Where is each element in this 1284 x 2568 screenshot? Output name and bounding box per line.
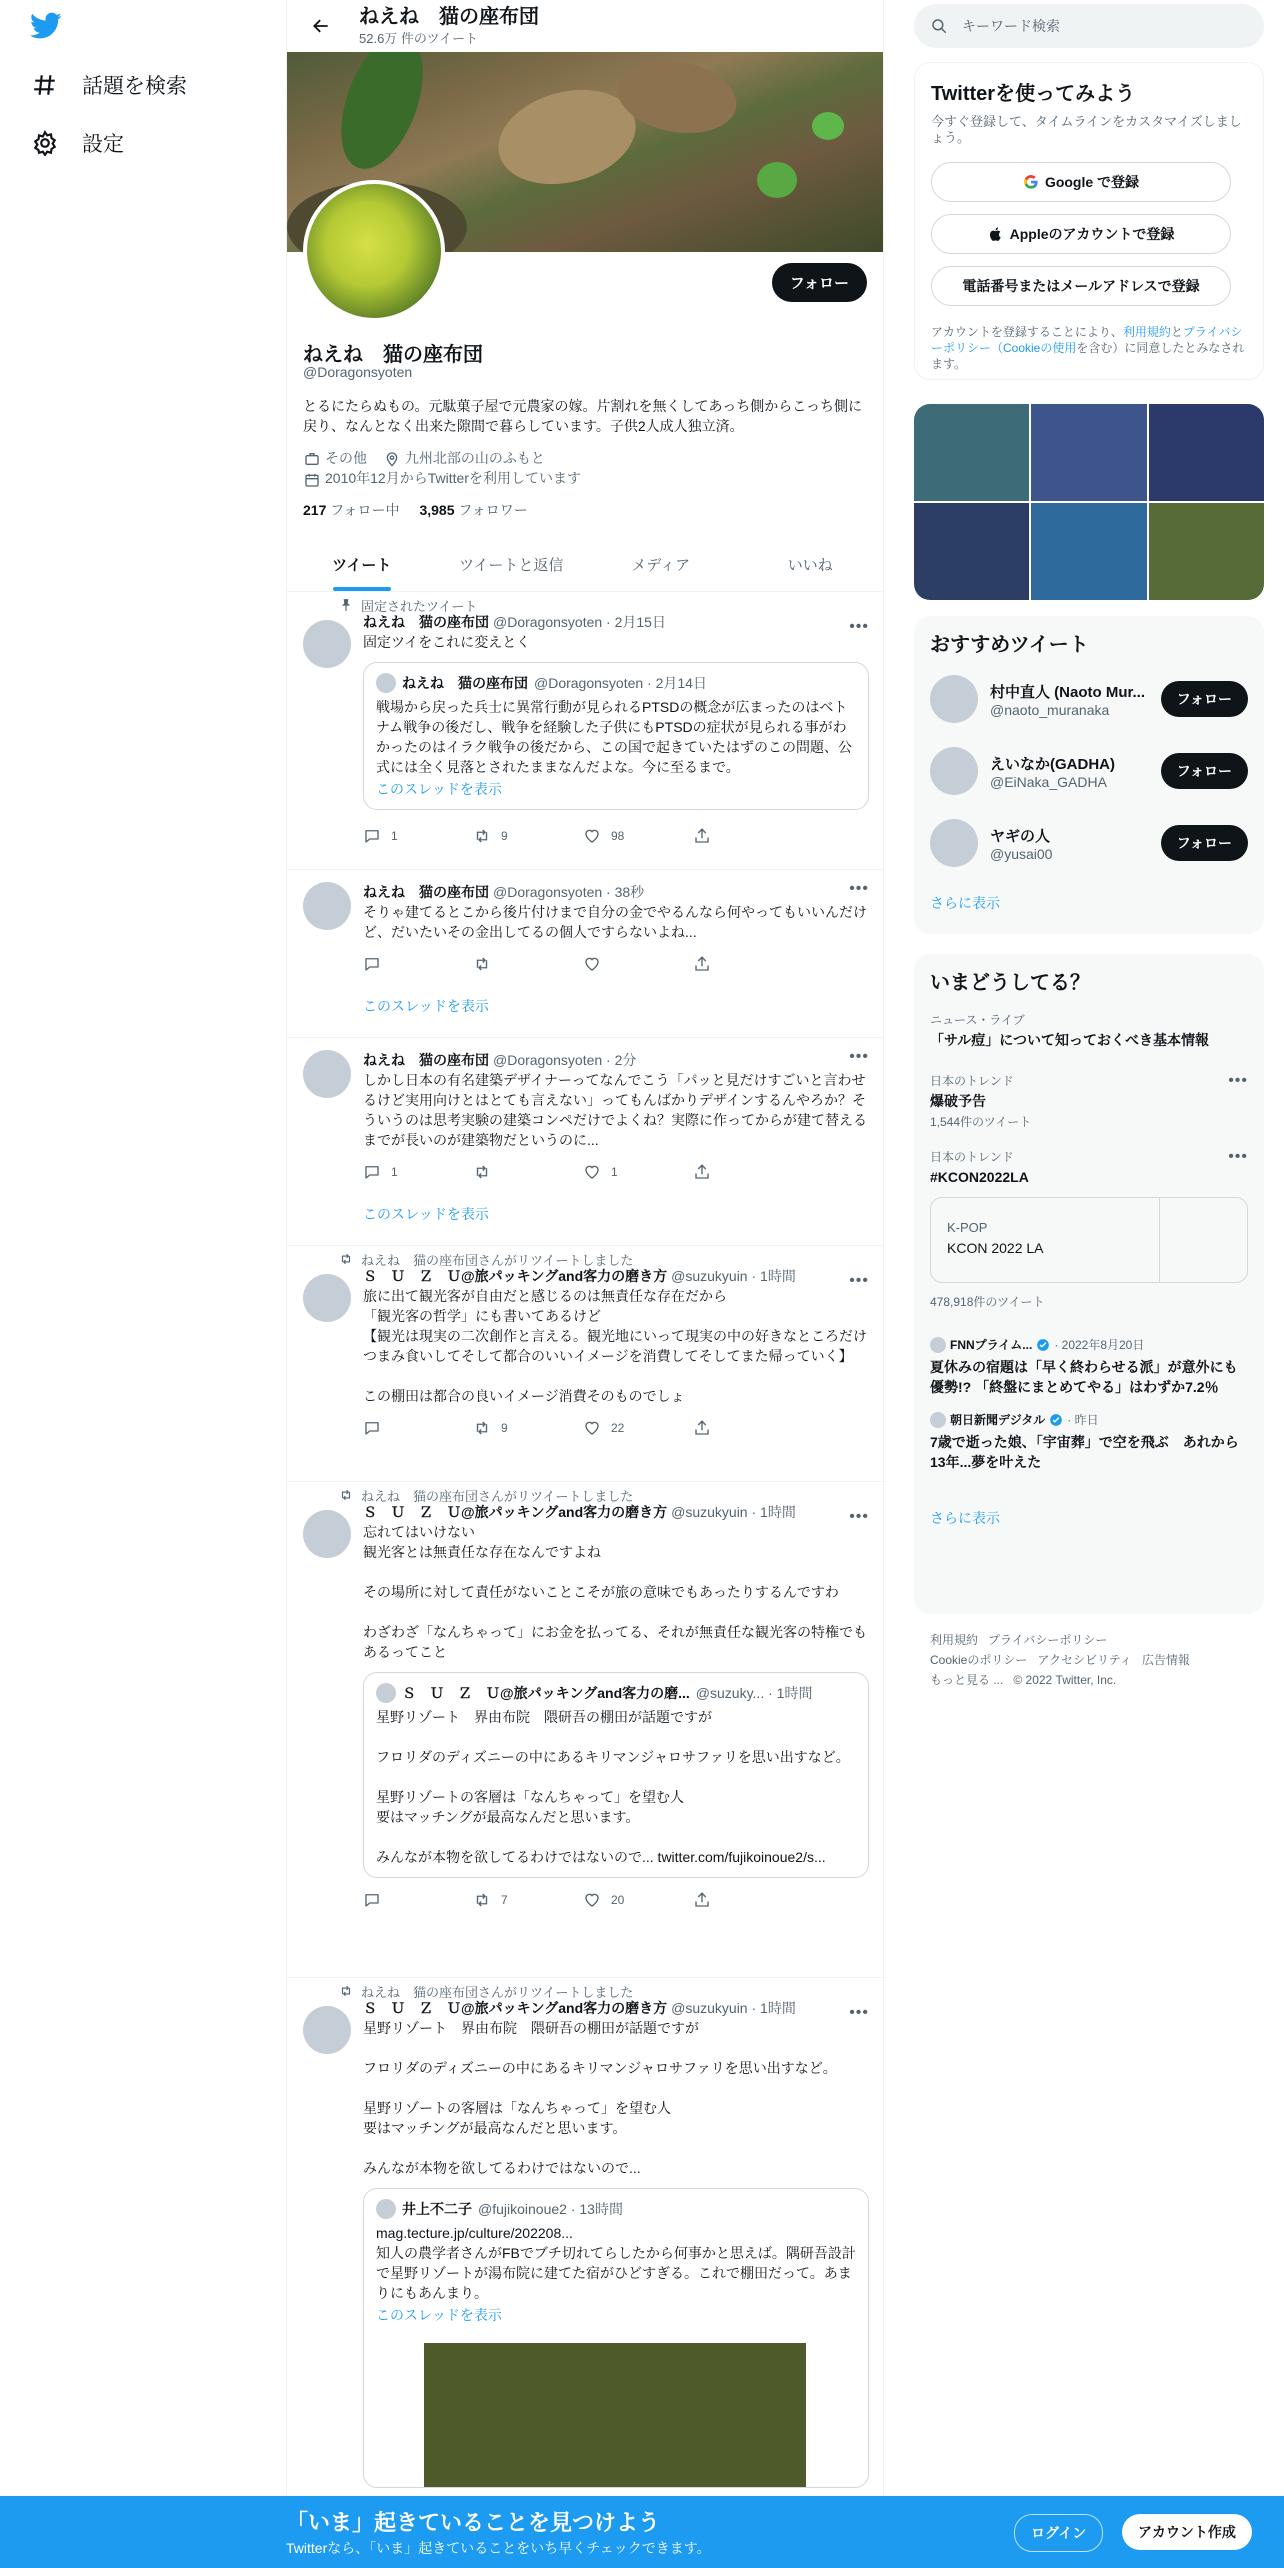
- trend-category: 日本のトレンド: [930, 1150, 1014, 1164]
- back-arrow-icon[interactable]: [301, 6, 341, 46]
- retweet-count: 9: [501, 829, 508, 843]
- reply-icon: [363, 955, 381, 973]
- avatar[interactable]: [303, 620, 351, 668]
- avatar[interactable]: [303, 1050, 351, 1098]
- trend-category: ニュース・ライブ: [930, 1013, 1025, 1027]
- footer-link[interactable]: 広告情報: [1141, 1653, 1190, 1667]
- quote-author-handle: @Doragonsyoten · 2月14日: [534, 675, 707, 691]
- bottom-bar-title: 「いま」起きていることを見つけよう: [286, 2510, 661, 2535]
- nav-settings[interactable]: [32, 128, 124, 158]
- news-source: 朝日新聞デジタル: [950, 1413, 1046, 1427]
- tweet[interactable]: [287, 1482, 884, 1978]
- news-title: 7歳で逝った娘、「宇宙葬」で空を飛ぶ あれから13年...夢を叶えた: [930, 1434, 1239, 1470]
- share-icon: [693, 827, 711, 845]
- reply-icon: [363, 1419, 381, 1437]
- google-icon: [1023, 174, 1039, 190]
- tweet-actions: [363, 818, 803, 854]
- retweet-icon: [339, 1488, 353, 1502]
- profile-handle: @Doragonsyoten: [303, 364, 413, 380]
- news-title: 夏休みの宿題は「早く終わらせる派」が意外にも優勢!? 「終盤にまとめてやる」はわずか7.2％: [930, 1359, 1238, 1395]
- privacy-link[interactable]: プライバシーポリシー（Cookieの使用: [931, 325, 1243, 355]
- followers-count: 3,985: [419, 502, 455, 518]
- reply-icon: [363, 1891, 381, 1909]
- tweet-author-handle[interactable]: @Doragonsyoten · 2月15日: [493, 614, 666, 630]
- bottom-signup-bar: [0, 2496, 1284, 2568]
- signup-desc: 今すぐ登録して、タイムラインをカスタマイズしましょう。: [931, 114, 1242, 145]
- tweet-text: そりゃ建てるとこから後片付けまで自分の金でやるんなら何やってもいいんだけど、だいたいその金出してるの個人ですらないよね...: [363, 904, 867, 940]
- tweet-text: 忘れてはいけない 観光客とは無責任な存在なんですよね その場所に対して責任がないことこそが旅の意味でもあったりするんですわ わざわざ「なんちゃって」にお金を払ってる、それが無責任な観光客の特権でもあるってこと: [363, 1524, 867, 1660]
- trend-category: 日本のトレンド: [930, 1074, 1014, 1088]
- retweet-icon: [473, 1163, 491, 1181]
- avatar[interactable]: [303, 1510, 351, 1558]
- retweet-icon: [339, 1252, 353, 1266]
- tweet-text: 星野リゾート 界由布院 隈研吾の棚田が話題ですが フロリダのディズニーの中にあるキリマンジャロサファリを思い出すなど。 星野リゾートの客層は「なんちゃって」を望む人 要はマッチングが最高なんだと思います。 みんなが本物を欲してるわけではないので...: [363, 2020, 837, 2176]
- show-thread-link[interactable]: このスレッドを表示: [363, 998, 489, 1014]
- share-icon: [693, 1891, 711, 1909]
- profile-category: その他: [325, 450, 367, 466]
- bottom-bar-subtitle: Twitterなら、「いま」起きていることをいち早くチェックできます。: [286, 2540, 711, 2556]
- show-thread-link[interactable]: このスレッドを表示: [376, 781, 502, 797]
- avatar[interactable]: [930, 747, 978, 795]
- footer: [930, 1630, 1260, 1690]
- gear-icon: [32, 130, 58, 156]
- kcon-image: [1159, 1198, 1247, 1282]
- location-pin-icon: [383, 450, 401, 468]
- retweet-count: 7: [501, 1893, 508, 1907]
- show-more-link[interactable]: さらに表示: [930, 1510, 1000, 1526]
- nav-explore[interactable]: [32, 70, 187, 100]
- share-button[interactable]: [693, 1891, 803, 1909]
- tweet-author-handle[interactable]: @suzukyuin · 1時間: [671, 1504, 796, 1520]
- tweet-context-text: 固定されたツイート: [361, 598, 478, 614]
- profile-tabs: [287, 538, 884, 592]
- header-tweet-count: 52.6万 件のツイート: [359, 30, 479, 46]
- news-time: · 昨日: [1067, 1413, 1099, 1427]
- avatar: [376, 673, 396, 693]
- retweet-button[interactable]: [473, 827, 583, 845]
- share-icon: [693, 1163, 711, 1181]
- terms-link[interactable]: 利用規約: [1122, 325, 1171, 339]
- follow-button[interactable]: フォロー: [1161, 825, 1248, 861]
- trend-count: 1,544件のツイート: [930, 1115, 1032, 1129]
- kcon-category: K-POP: [947, 1220, 988, 1235]
- like-button[interactable]: [583, 1419, 693, 1437]
- quote-author-name: Ｓ Ｕ Ｚ Ｕ@旅パッキングand客力の磨...: [402, 1685, 690, 1701]
- followers-link[interactable]: [419, 502, 527, 518]
- tweet-actions: [363, 1154, 803, 1190]
- tweet-author-handle[interactable]: @Doragonsyoten · 2分: [493, 1052, 637, 1068]
- share-icon: [693, 1419, 711, 1437]
- followers-label: フォロワー: [458, 502, 528, 518]
- recommend-card: [914, 616, 1264, 934]
- reply-count: 1: [391, 829, 398, 843]
- tweet-author-name[interactable]: Ｓ Ｕ Ｚ Ｕ@旅パッキングand客力の磨き方: [363, 1504, 668, 1520]
- tab-likes[interactable]: いいね: [787, 557, 833, 574]
- trend-title: #KCON2022LA: [930, 1169, 1029, 1185]
- recommend-user-name[interactable]: えいなか(GADHA): [990, 755, 1115, 773]
- phone-email-signup-button[interactable]: 電話番号またはメールアドレスで登録: [931, 266, 1231, 306]
- tweet-actions: [363, 1410, 803, 1446]
- avatar[interactable]: [303, 2006, 351, 2054]
- follow-button[interactable]: フォロー: [1161, 681, 1248, 717]
- quote-author-handle: @fujikoinoue2 · 13時間: [478, 2201, 623, 2217]
- profile-follow-stats: [303, 500, 528, 520]
- avatar[interactable]: [930, 675, 978, 723]
- tweet-author-name[interactable]: ねえね 猫の座布団: [363, 1052, 489, 1068]
- tweet[interactable]: [287, 1246, 884, 1482]
- retweet-button[interactable]: [473, 955, 583, 973]
- heart-icon: [583, 827, 601, 845]
- terms-text-post: を含む）に同意したとみなされます。: [931, 341, 1245, 371]
- avatar[interactable]: [303, 882, 351, 930]
- more-icon[interactable]: •••: [849, 1048, 869, 1065]
- trend-count: 478,918件のツイート: [930, 1295, 1045, 1309]
- reply-button[interactable]: [363, 955, 473, 973]
- apple-icon: [988, 226, 1004, 242]
- footer-link[interactable]: アクセシビリティ: [1037, 1653, 1132, 1667]
- show-more-link[interactable]: さらに表示: [930, 895, 1000, 911]
- signup-button[interactable]: アカウント作成: [1122, 2514, 1252, 2550]
- quote-tweet[interactable]: [363, 1672, 869, 1878]
- like-button[interactable]: [583, 1163, 693, 1181]
- tweet-context-text: ねえね 猫の座布団さんがリツイートしました: [361, 1252, 634, 1268]
- search-icon: [930, 17, 948, 35]
- profile-location: 九州北部の山のふもと: [404, 450, 545, 466]
- reply-button[interactable]: [363, 1163, 473, 1181]
- retweet-button[interactable]: [473, 1891, 583, 1909]
- left-nav: [0, 0, 286, 2568]
- share-button[interactable]: [693, 827, 803, 845]
- tweet-context: [361, 592, 869, 612]
- tweet-author-name[interactable]: Ｓ Ｕ Ｚ Ｕ@旅パッキングand客力の磨き方: [363, 2000, 668, 2016]
- pin-icon: [339, 598, 353, 612]
- search-input[interactable]: キーワード検索: [962, 18, 1060, 34]
- avatar: [376, 1683, 396, 1703]
- tab-tweets-and-replies[interactable]: ツイートと返信: [459, 557, 564, 574]
- recommend-title: おすすめツイート: [930, 634, 1089, 656]
- tweet-text: 旅に出て観光客が自由だと感じるのは無責任な存在だから 「観光客の哲学」にも書いてあるけど 【観光は現実の二次創作と言える。観光地にいって現実の中の好きなところだけつまみ食いしてそして都合のいいイメージを消費してそしてまた帰っていく】 この棚田は都合の良いイメージ消費そのものでしょ: [363, 1288, 867, 1404]
- tweet-author-name[interactable]: ねえね 猫の座布団: [363, 884, 489, 900]
- following-label: フォロー中: [330, 502, 400, 518]
- recommend-user-name[interactable]: 村中直人 (Naoto Mur...: [990, 683, 1145, 701]
- profile-header: [287, 0, 883, 52]
- footer-link[interactable]: Cookieのポリシー: [930, 1653, 1028, 1667]
- tweet-author-handle[interactable]: @suzukyuin · 1時間: [671, 1268, 796, 1284]
- profile-column: [286, 0, 884, 2568]
- recommend-user[interactable]: [930, 807, 1248, 879]
- google-signup-button[interactable]: [931, 162, 1231, 202]
- heart-icon: [583, 955, 601, 973]
- hashtag-icon: [32, 72, 58, 98]
- tweet-context: [361, 1978, 869, 1998]
- reply-button[interactable]: [363, 1419, 473, 1437]
- reply-count: 1: [391, 1165, 398, 1179]
- tweet-author-name[interactable]: ねえね 猫の座布団: [363, 614, 489, 630]
- share-icon: [693, 955, 711, 973]
- kcon-card[interactable]: [930, 1197, 1248, 1283]
- profile-meta: [303, 448, 581, 489]
- kcon-name: KCON 2022 LA: [947, 1240, 1044, 1256]
- more-icon[interactable]: •••: [849, 880, 869, 897]
- like-button[interactable]: [583, 1891, 693, 1909]
- news-source: FNNプライム...: [950, 1338, 1033, 1352]
- retweet-icon: [339, 1984, 353, 1998]
- avatar: [930, 1337, 946, 1353]
- tweet-context: [361, 1482, 869, 1502]
- quote-tweet[interactable]: [363, 662, 869, 810]
- quote-author-name: ねえね 猫の座布団: [402, 675, 528, 691]
- quote-text: 星野リゾート 界由布院 隈研吾の棚田が話題ですが フロリダのディズニーの中にあるキリマンジャロサファリを思い出すなど。 星野リゾートの客層は「なんちゃって」を望む人 要はマッチングが最高なんだと思います。 みんなが本物を欲してるわけではないので... twitter.com/fujikoinoue2/s...: [376, 1709, 850, 1865]
- more-icon[interactable]: •••: [849, 1508, 869, 1525]
- news-time: · 2022年8月20日: [1054, 1338, 1145, 1352]
- recommend-user[interactable]: [930, 735, 1248, 807]
- briefcase-icon: [303, 450, 321, 468]
- header-title: ねえね 猫の座布団: [359, 5, 539, 28]
- show-thread-link[interactable]: このスレッドを表示: [363, 1206, 489, 1222]
- avatar[interactable]: [930, 819, 978, 867]
- quote-tweet[interactable]: [363, 2188, 869, 2488]
- share-button[interactable]: [693, 1163, 803, 1181]
- nav-explore-label: 話題を検索: [82, 75, 187, 98]
- tweet[interactable]: [287, 870, 884, 1038]
- reply-button[interactable]: [363, 1891, 473, 1909]
- tweet[interactable]: [287, 1978, 884, 2568]
- profile-avatar[interactable]: [303, 180, 445, 322]
- like-count: 1: [611, 1165, 618, 1179]
- trends-card: [914, 954, 1264, 1614]
- tab-media[interactable]: メディア: [631, 557, 691, 574]
- trend-item[interactable]: [930, 1001, 1248, 1050]
- retweet-button[interactable]: [473, 1163, 583, 1181]
- tweet-text: 固定ツイをこれに変えとく: [363, 634, 531, 650]
- trends-title: いまどうしてる？: [930, 972, 1090, 994]
- search-bar[interactable]: [914, 4, 1264, 48]
- news-item[interactable]: [930, 1397, 1248, 1472]
- trend-item[interactable]: [930, 1050, 1248, 1130]
- media-thumbnail[interactable]: [1031, 404, 1146, 501]
- footer-link[interactable]: 利用規約: [930, 1633, 979, 1647]
- recommend-user-handle: @naoto_muranaka: [990, 701, 1110, 718]
- signup-card: [914, 62, 1264, 380]
- following-count: 217: [303, 502, 327, 518]
- terms-text-pre: アカウントを登録することにより、: [931, 325, 1123, 339]
- heart-icon: [583, 1419, 601, 1437]
- verified-badge-icon: [1036, 1338, 1050, 1352]
- avatar[interactable]: [303, 1274, 351, 1322]
- tweet-author-handle[interactable]: @Doragonsyoten · 38秒: [493, 884, 645, 900]
- retweet-icon: [473, 827, 491, 845]
- show-thread-link[interactable]: このスレッドを表示: [376, 2307, 502, 2323]
- avatar: [930, 1412, 946, 1428]
- quote-media-image[interactable]: [424, 2343, 806, 2488]
- retweet-icon: [473, 1419, 491, 1437]
- tweet-context-text: ねえね 猫の座布団さんがリツイートしました: [361, 1984, 634, 2000]
- tweet-text: しかし日本の有名建築デザイナーってなんでこう「パッと見だけすごいと言わせるけど実用向けとはとても言えない」ってもんばかりデザインするんやろか？そういうのは思考実験の建築コンペだけでよくね？実際に作ってからが建て替えるまでが長いのが建築物だというのに...: [363, 1072, 867, 1148]
- apple-signup-label: Appleのアカウントで登録: [1009, 226, 1175, 242]
- recommend-user-handle: @EiNaka_GADHA: [990, 773, 1107, 790]
- tweet-context: [361, 1246, 869, 1266]
- recommend-user-name[interactable]: ヤギの人: [990, 827, 1051, 845]
- recommend-user-handle: @yusai00: [990, 845, 1053, 862]
- tweet-author-name[interactable]: Ｓ Ｕ Ｚ Ｕ@旅パッキングand客力の磨き方: [363, 1268, 668, 1284]
- news-item[interactable]: [930, 1310, 1248, 1397]
- quote-text: 戦場から戻った兵士に異常行動が見られるPTSDの概念が広まったのはベトナム戦争の後だし、戦争を経験した子供にもPTSDの症状が見られる事がわかったのはイラク戦争の後だから、この国で起きていたはずのこの問題、公式には全く見落とされたままなんだよな。今に至るまで。: [376, 699, 852, 775]
- follow-button[interactable]: フォロー: [772, 263, 867, 302]
- nav-settings-label: 設定: [82, 133, 124, 156]
- tweet-list: [287, 592, 884, 2568]
- tweet-context-text: ねえね 猫の座布団さんがリツイートしました: [361, 1488, 634, 1504]
- retweet-icon: [473, 1891, 491, 1909]
- media-grid: [914, 404, 1264, 600]
- retweet-icon: [473, 955, 491, 973]
- tweet-author-handle[interactable]: @suzukyuin · 1時間: [671, 2000, 796, 2016]
- apple-signup-button[interactable]: [931, 214, 1231, 254]
- terms-text-mid: と: [1170, 325, 1183, 339]
- signup-title: Twitterを使ってみよう: [931, 83, 1136, 105]
- like-button[interactable]: [583, 955, 693, 973]
- more-icon[interactable]: •••: [1228, 1148, 1248, 1165]
- heart-icon: [583, 1163, 601, 1181]
- signup-terms: [931, 324, 1247, 372]
- login-button[interactable]: ログイン: [1014, 2514, 1103, 2552]
- tweet-actions: [363, 1882, 803, 1918]
- trend-title: 「サル痘」について知っておくべき基本情報: [930, 1032, 1210, 1048]
- profile-bio: とるにたらぬもの。元駄菓子屋で元農家の嫁。片割れを無くしてあっち側からこっち側に戻り、なんとなく出来た隙間で暮らしています。子供2人成人独立済。: [303, 398, 863, 434]
- quote-author-name: 井上不二子: [402, 2201, 472, 2217]
- footer-link[interactable]: もっと見る ...: [930, 1673, 1004, 1687]
- retweet-button[interactable]: [473, 1419, 583, 1437]
- footer-link[interactable]: プライバシーポリシー: [988, 1633, 1108, 1647]
- media-thumbnail[interactable]: [1149, 404, 1264, 501]
- heart-icon: [583, 1891, 601, 1909]
- twitter-logo-icon[interactable]: [30, 12, 62, 45]
- profile-joined: 2010年12月からTwitterを利用しています: [325, 470, 581, 487]
- tab-tweets[interactable]: ツイート: [287, 538, 437, 591]
- profile-name: ねえね 猫の座布団: [303, 344, 483, 366]
- more-icon[interactable]: •••: [849, 2004, 869, 2021]
- share-button[interactable]: [693, 1419, 803, 1437]
- trend-item[interactable]: [930, 1130, 1248, 1310]
- reply-icon: [363, 827, 381, 845]
- more-icon[interactable]: •••: [1228, 1072, 1248, 1089]
- share-button[interactable]: [693, 955, 803, 973]
- like-count: 20: [611, 1893, 625, 1907]
- copyright: © 2022 Twitter, Inc.: [1013, 1673, 1117, 1687]
- tweet-actions: [363, 946, 803, 982]
- more-icon[interactable]: •••: [849, 1272, 869, 1289]
- like-button[interactable]: [583, 827, 693, 845]
- calendar-icon: [303, 471, 321, 489]
- verified-badge-icon: [1049, 1413, 1063, 1427]
- like-count: 98: [611, 829, 625, 843]
- media-thumbnail[interactable]: [1031, 503, 1146, 600]
- like-count: 22: [611, 1421, 625, 1435]
- avatar: [376, 2199, 396, 2219]
- media-thumbnail[interactable]: [914, 404, 1029, 501]
- quote-author-handle: @suzuky... · 1時間: [695, 1685, 813, 1701]
- google-signup-label: Google で登録: [1044, 174, 1140, 190]
- media-thumbnail[interactable]: [1149, 503, 1264, 600]
- tweet[interactable]: [287, 1038, 884, 1246]
- more-icon[interactable]: •••: [849, 618, 869, 635]
- recommend-user[interactable]: [930, 663, 1248, 735]
- reply-button[interactable]: [363, 827, 473, 845]
- following-link[interactable]: [303, 502, 400, 518]
- follow-button[interactable]: フォロー: [1161, 753, 1248, 789]
- quote-text: mag.tecture.jp/culture/202208... 知人の農学者さんがFBでブチ切れてらしたから何事かと思えば。隅研吾設計で星野リゾートが湯布院に建てた宿がひどすぎる。これで棚田だって。あまりにもあんまり。: [376, 2225, 856, 2301]
- right-sidebar: [884, 0, 1284, 2568]
- retweet-count: 9: [501, 1421, 508, 1435]
- trend-title: 爆破予告: [930, 1093, 986, 1109]
- tweet[interactable]: [287, 592, 884, 870]
- reply-icon: [363, 1163, 381, 1181]
- media-thumbnail[interactable]: [914, 503, 1029, 600]
